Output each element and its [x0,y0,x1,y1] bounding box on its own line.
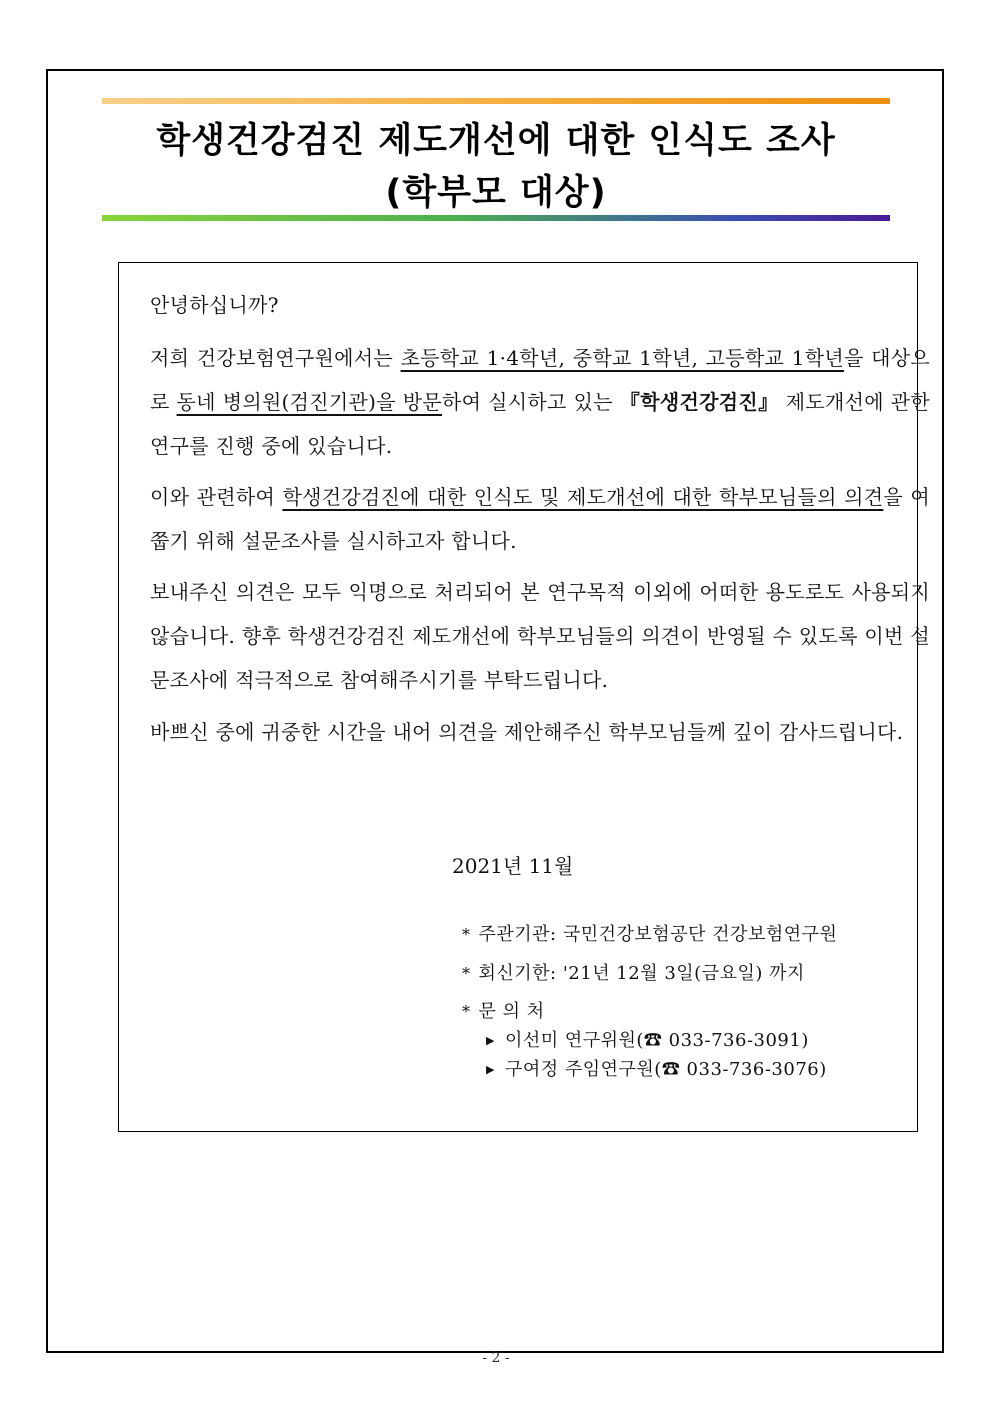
p2-text-b: 을 여쭙기 위해 설문조사를 실시하고자 합니다. [150,485,930,553]
paragraph-intro [128,336,930,468]
p1-underline-visit: 동네 병의원(검진기관)을 방문 [176,390,443,414]
triangle-bullet-icon: ▶ [486,1034,495,1047]
page-title: 학생건강검진 제도개선에 대한 인식도 조사 [156,121,836,161]
contact-text: 이선미 연구위원(☎ 033-736-3091) [504,1030,809,1051]
greeting-text: 안녕하십니까? [150,293,279,317]
p2-underline: 학생건강검진에 대한 인식도 및 제도개선에 대한 학부모님들의 의견 [282,485,884,509]
contact-text: 구여정 주임연구원(☎ 033-736-3076) [504,1059,827,1080]
p3-text: 보내주신 의견은 모두 익명으로 처리되어 본 연구목적 이외에 어떠한 용도로도 사용되지 않습니다. 향후 학생건강검진 제도개선에 학부모님들의 의견이 반영될 수 있도록 이번 설문조사에 적극적으로 참여해주시기를 부탁드립니다. [150,580,930,692]
title-top-rule [102,98,890,104]
p1-text-a: 저희 건강보험연구원에서는 [150,346,401,370]
contact-item [486,1026,809,1052]
paragraph-purpose [128,475,930,563]
organizer-line [462,920,837,946]
deadline-line [462,959,805,985]
bullet-asterisk: * [462,964,471,983]
p2-text-a: 이와 관련하여 [150,485,283,509]
paragraph-thanks [128,710,930,754]
p1-underline-target: 초등학교 1·4학년, 중학교 1학년, 고등학교 1학년 [400,346,844,370]
letter-date: 2021년 11월 [452,854,574,878]
p4-text: 바쁘신 중에 귀중한 시간을 내어 의견을 제안해주신 학부모님들께 깊이 감사드립니다. [150,720,904,744]
page-subtitle: (학부모 대상) [385,173,607,213]
triangle-bullet-icon: ▶ [486,1063,495,1076]
paragraph-privacy [128,570,930,702]
bullet-asterisk: * [462,925,471,944]
contact-heading-line [462,997,545,1023]
greeting [128,283,930,327]
p1-text-b: 을 대상으로 [150,346,930,414]
title-bottom-rule [102,215,890,221]
page-number: - 2 - [482,1350,510,1366]
p1-text-c: 하여 실시하고 있는 [442,390,620,414]
p1-program-name: 『학생건강검진』 [619,390,779,414]
contact-item [486,1055,827,1081]
deadline-text: 회신기한: '21년 12월 3일(금요일) 까지 [478,963,805,984]
bullet-asterisk: * [462,1002,471,1021]
contact-heading: 문 의 처 [478,1001,545,1022]
p1-text-d: 제도개선에 관한 연구를 진행 중에 있습니다. [150,390,931,458]
organizer-text: 주관기관: 국민건강보험공단 건강보험연구원 [478,924,838,945]
